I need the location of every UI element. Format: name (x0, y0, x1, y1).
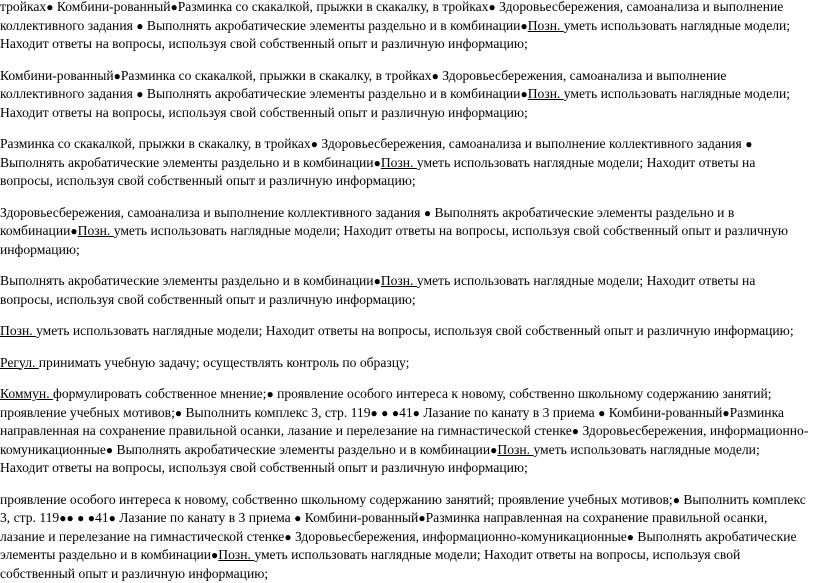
text-run: Разминка со скакалкой, прыжки в скакалку, в тройках (0, 136, 311, 151)
text-run: 41 (399, 405, 413, 420)
bullet-icon: ● (673, 493, 680, 507)
text-run: Выполнить комплекс 3, стр. 119 (0, 492, 806, 526)
bullet-icon: ● (294, 511, 301, 525)
text-run: Здоровьесбережения, информационно-комуникационные (0, 423, 808, 457)
text-run: уметь использовать наглядные модели; Находит ответы на вопросы, используя свой собственный опыт и различную информацию; (0, 547, 740, 581)
section-label: Позн. (0, 323, 36, 338)
bullet-icon: ● (520, 19, 527, 33)
text-run: уметь использовать наглядные модели; Находит ответы на вопросы, используя свой собственный опыт и различную информацию; (0, 442, 760, 476)
text-run: Лазание по канату в 3 приема (420, 405, 598, 420)
bullet-icon: ● (109, 511, 116, 525)
bullet-icon: ● (70, 224, 77, 238)
bullet-icon: ● (311, 137, 318, 151)
paragraph (0, 135, 810, 191)
bullet-icon: ● (381, 406, 388, 420)
text-run: Выполнять акробатические элементы раздельно и в комбинации (113, 442, 490, 457)
bullet-icon: ● (432, 69, 439, 83)
bullet-icon: ● (520, 87, 527, 101)
text-run: Комбини-рованный (301, 510, 418, 525)
text-run: уметь использовать наглядные модели; Находит ответы на вопросы, используя свой собственный опыт и различную информацию; (0, 273, 755, 307)
section-label: Позн. (218, 547, 254, 562)
text-run: уметь использовать наглядные модели; Находит ответы на вопросы, используя свой собственный опыт и различную информацию; (0, 18, 790, 52)
bullet-icon: ● (284, 530, 291, 544)
text-run: принимать учебную задачу; осуществлять контроль по образцу; (39, 355, 410, 370)
bullet-icon: ● (59, 511, 66, 525)
paragraph (0, 385, 810, 478)
section-label: Позн. (78, 223, 114, 238)
bullet-icon: ● (490, 443, 497, 457)
text-run: Выполнять акробатические элементы раздельно и в комбинации (144, 18, 521, 33)
text-run: Выполнять акробатические элементы раздельно и в комбинации (0, 529, 797, 563)
bullet-icon: ● (136, 87, 143, 101)
bullet-icon: ● (572, 424, 579, 438)
bullet-icon: ● (77, 511, 84, 525)
paragraph (0, 67, 810, 123)
text-run: уметь использовать наглядные модели; Находит ответы на вопросы, используя свой собственный опыт и различную информацию; (0, 223, 788, 257)
text-run: уметь использовать наглядные модели; Находит ответы на вопросы, используя свой собственный опыт и различную информацию; (0, 86, 790, 120)
text-run: Выполнять акробатические элементы раздельно и в комбинации (0, 205, 734, 239)
bullet-icon: ● (66, 511, 73, 525)
bullet-icon: ● (211, 548, 218, 562)
section-label: Позн. (528, 18, 564, 33)
text-run: Разминка со скакалкой, прыжки в скакалку, в тройках (178, 0, 489, 14)
bullet-icon: ● (136, 19, 143, 33)
text-run: Разминка со скакалкой, прыжки в скакалку, в тройках (121, 68, 432, 83)
text-run: тройках (0, 0, 46, 14)
text-run: Здоровьесбережения, самоанализа и выполнение коллективного задания (0, 68, 726, 102)
bullet-icon: ● (171, 0, 178, 14)
text-run: Выполнять акробатические элементы раздельно и в комбинации (0, 273, 374, 288)
text-run: Лазание по канату в 3 приема (116, 510, 294, 525)
text-run: Здоровьесбережения, самоанализа и выполнение коллективного задания (318, 136, 745, 151)
text-run: Комбини-рованный (53, 0, 170, 14)
text-run: Здоровьесбережения, информационно-комуникационные (292, 529, 627, 544)
paragraph (0, 322, 810, 341)
text-run: проявление особого интереса к новому, собственно школьному содержанию занятий; проявление учебных мотивов; (0, 386, 772, 420)
section-label: Позн. (381, 273, 417, 288)
text-run: Комбини-рованный (0, 68, 114, 83)
paragraph (0, 354, 810, 373)
bullet-icon: ● (266, 387, 273, 401)
bullet-icon: ● (46, 0, 53, 14)
text-run: Здоровьесбережения, самоанализа и выполнение коллективного задания (0, 0, 783, 33)
text-run: Здоровьесбережения, самоанализа и выполнение коллективного задания (0, 205, 424, 220)
paragraph (0, 204, 810, 260)
text-run: Разминка направленная на сохранение правильной осанки, лазание и перелезание на гимнастической стенке (0, 510, 767, 544)
section-label: Позн. (381, 155, 417, 170)
bullet-icon: ● (598, 406, 605, 420)
bullet-icon: ● (106, 443, 113, 457)
bullet-icon: ● (413, 406, 420, 420)
bullet-icon: ● (114, 69, 121, 83)
section-label: Коммун. (0, 386, 53, 401)
bullet-icon: ● (175, 406, 182, 420)
text-run: Разминка направленная на сохранение правильной осанки, лазание и перелезание на гимнастической стенке (0, 405, 784, 439)
bullet-icon: ● (488, 0, 495, 14)
bullet-icon: ● (424, 206, 431, 220)
text-run: Выполнять акробатические элементы раздельно и в комбинации (0, 155, 374, 170)
text-run: проявление особого интереса к новому, собственно школьному содержанию занятий; проявление учебных мотивов; (0, 492, 673, 507)
text-run: формулировать собственное мнение; (53, 386, 266, 401)
text-run: Выполнять акробатические элементы раздельно и в комбинации (144, 86, 521, 101)
bullet-icon: ● (392, 406, 399, 420)
paragraph (0, 272, 810, 309)
bullet-icon: ● (418, 511, 425, 525)
paragraph (0, 0, 810, 54)
bullet-icon: ● (374, 274, 381, 288)
text-run: 41 (95, 510, 109, 525)
text-run: Выполнить комплекс 3, стр. 119 (182, 405, 370, 420)
paragraph (0, 491, 810, 583)
section-label: Позн. (528, 86, 564, 101)
bullet-icon: ● (374, 156, 381, 170)
bullet-icon: ● (745, 137, 752, 151)
bullet-icon: ● (722, 406, 729, 420)
section-label: Регул. (0, 355, 39, 370)
bullet-icon: ● (88, 511, 95, 525)
text-run: уметь использовать наглядные модели; Находит ответы на вопросы, используя свой собственный опыт и различную информацию; (0, 155, 755, 189)
text-run: уметь использовать наглядные модели; Находит ответы на вопросы, используя свой собственный опыт и различную информацию; (36, 323, 794, 338)
bullet-icon: ● (627, 530, 634, 544)
section-label: Позн. (497, 442, 533, 457)
bullet-icon: ● (371, 406, 378, 420)
text-run: Комбини-рованный (605, 405, 722, 420)
